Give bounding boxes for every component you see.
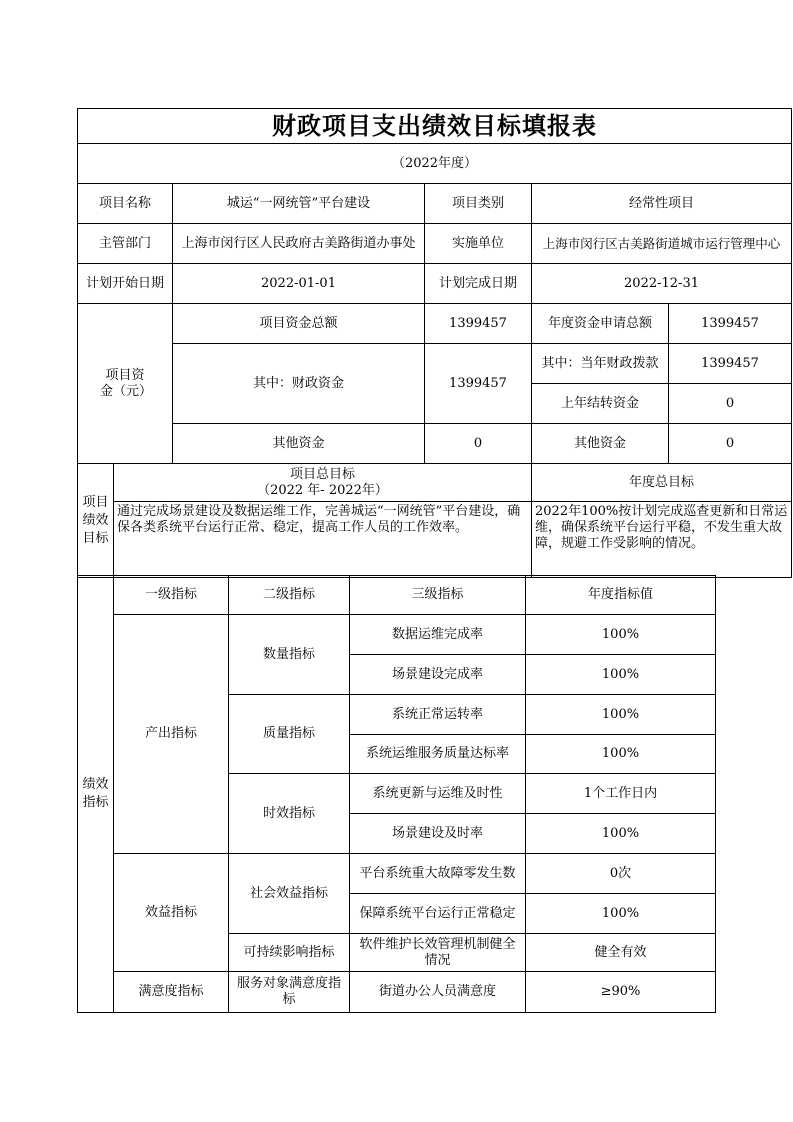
funds-fiscal-value: 1399457 [425, 344, 532, 424]
indicator-name: 系统运维服务质量达标率 [350, 735, 526, 774]
funds-label: 项目资金（元） [78, 304, 173, 464]
indicator-name: 街道办公人员满意度 [350, 972, 526, 1013]
level2-service: 服务对象满意度指标 [229, 972, 350, 1013]
indicator-value: 100% [526, 695, 716, 735]
indicator-value: 健全有效 [526, 934, 716, 972]
indicator-name: 平台系统重大故障零发生数 [350, 854, 526, 894]
level1-output: 产出指标 [114, 615, 229, 854]
level2-quantity: 数量指标 [229, 615, 350, 695]
overall-goal-text: 通过完成场景建设及数据运维工作，完善城运“一网统管”平台建设，确保各类系统平台运行正常、稳定，提高工作人员的工作效率。 [114, 502, 532, 578]
impl-label: 实施单位 [425, 224, 532, 264]
funds-other-label: 其他资金 [173, 424, 425, 464]
header-level1: 一级指标 [114, 576, 229, 615]
page-title: 财政项目支出绩效目标填报表 [78, 109, 792, 144]
funds-current-label: 其中：当年财政拨款 [532, 344, 669, 384]
indicator-name: 场景建设完成率 [350, 655, 526, 695]
dept-value: 上海市闵行区人民政府古美路街道办事处 [173, 224, 425, 264]
category-label: 项目类别 [425, 184, 532, 224]
indicator-value: 1个工作日内 [526, 774, 716, 814]
level2-sustain: 可持续影响指标 [229, 934, 350, 972]
indicator-value: 100% [526, 894, 716, 934]
level2-quality: 质量指标 [229, 695, 350, 774]
indicators-label [78, 576, 114, 1013]
goals-label-text: 项目绩效目标 [82, 494, 109, 546]
dept-label: 主管部门 [78, 224, 173, 264]
project-name-value: 城运“一网统管”平台建设 [173, 184, 425, 224]
annual-goal-label: 年度总目标 [532, 464, 792, 502]
header-level2: 二级指标 [229, 576, 350, 615]
indicator-name: 系统更新与运维及时性 [350, 774, 526, 814]
indicator-value: 0次 [526, 854, 716, 894]
funds-total-label: 项目资金总额 [173, 304, 425, 344]
start-date-label: 计划开始日期 [78, 264, 173, 304]
indicator-value: 100% [526, 655, 716, 695]
funds-current-value: 1399457 [669, 344, 792, 384]
year-label: （2022年度） [78, 144, 792, 184]
funds-fiscal-label: 其中：财政资金 [173, 344, 425, 424]
header-level3: 三级指标 [350, 576, 526, 615]
project-name-label: 项目名称 [78, 184, 173, 224]
end-date-value: 2022-12-31 [532, 264, 792, 304]
indicator-name: 数据运维完成率 [350, 615, 526, 655]
funds-carry-value: 0 [669, 384, 792, 424]
overall-goal-period: （2022 年- 2022年） [257, 482, 388, 498]
funds-annual-value: 1399457 [669, 304, 792, 344]
indicator-value: 100% [526, 735, 716, 774]
funds-total-value: 1399457 [425, 304, 532, 344]
annual-goal-text: 2022年100%按计划完成巡查更新和日常运维，确保系统平台运行平稳，不发生重大故障，规避工作受影响的情况。 [532, 502, 792, 578]
indicator-value: 100% [526, 814, 716, 854]
basic-info-table [77, 108, 792, 578]
end-date-label: 计划完成日期 [425, 264, 532, 304]
category-value: 经常性项目 [532, 184, 792, 224]
overall-goal-header [114, 464, 532, 502]
indicator-table [77, 575, 716, 1013]
level1-satisfaction: 满意度指标 [114, 972, 229, 1013]
funds-other-value: 0 [425, 424, 532, 464]
funds-annual-label: 年度资金申请总额 [532, 304, 669, 344]
funds-other-value-2: 0 [669, 424, 792, 464]
funds-carry-label: 上年结转资金 [532, 384, 669, 424]
indicator-value: ≥90% [526, 972, 716, 1013]
overall-goal-label: 项目总目标 [289, 466, 355, 482]
indicator-name: 保障系统平台运行正常稳定 [350, 894, 526, 934]
indicator-value: 100% [526, 615, 716, 655]
level2-social: 社会效益指标 [229, 854, 350, 934]
funds-other-label-2: 其他资金 [532, 424, 669, 464]
indicator-name: 软件维护长效管理机制健全情况 [350, 934, 526, 972]
indicator-name: 场景建设及时率 [350, 814, 526, 854]
level1-benefit: 效益指标 [114, 854, 229, 972]
start-date-value: 2022-01-01 [173, 264, 425, 304]
level2-timeliness: 时效指标 [229, 774, 350, 854]
indicator-name: 系统正常运转率 [350, 695, 526, 735]
impl-value: 上海市闵行区古美路街道城市运行管理中心 [532, 224, 792, 264]
header-value: 年度指标值 [526, 576, 716, 615]
indicators-label-text: 绩效指标 [82, 777, 109, 810]
goals-label [78, 464, 114, 578]
